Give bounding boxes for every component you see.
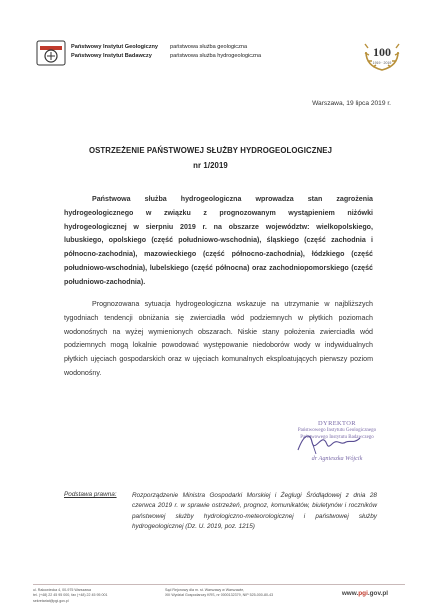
title-line: OSTRZEŻENIE PAŃSTWOWEJ SŁUŻBY HYDROGEOLOGICZNEJ [88, 146, 333, 155]
footer-address: ul. Rakowiecka 4, 00-975 Warszawa tel. (+48) 22 45 95 000, fax (+48) 22 45 95 001 sekretariat@pgi.gov.pl [33, 588, 108, 603]
anniversary-years: 1919 · 2019 [372, 61, 392, 65]
pig-logo-icon [36, 40, 66, 66]
forecast-paragraph: Prognozowana sytuacja hydrogeologiczna wskazuje na utrzymanie w najbliższych tygodniach tendencji obniżania się zwierciadła wód podziemnych w płytkich poziomach wodonośnych na wyżej wymienionych obszarach. Niskie stany położenia zwierciadła wód podziemnych mogą lokalnie powodować występowanie niedoborów wody w indywidualnych płytkich ujęciach gospodarskich oraz w ujęciach komunalnych eksploatujących pierwszy poziom wodonośny. [64, 300, 373, 377]
warning-paragraph: Państwowa służba hydrogeologiczna wprowadza stan zagrożenia hydrogeologicznego w związku z prognozowanym wystąpieniem niżówki hydrogeologicznej w sierpniu 2019 r. na obszarze województw: wielkopolskiego, lubuskiego, opolskiego (część południowo-wschodnia), śląskiego (część zachodnia i północno-zachodnia), mazowieckiego (część północno-zachodnia), łódzkiego (część południowo-wschodnia), lubelskiego (część północna) oraz zachodniopomorskiego (część południowo-zachodnia). [64, 195, 373, 286]
warning-number: nr 1/2019 [193, 161, 228, 170]
institute-service: państwowa służba geologiczna państwowa służba hydrogeologiczna [170, 44, 262, 59]
legal-basis-text: Rozporządzenie Ministra Gospodarki Morskiej i Żeglugi Śródlądowej z dnia 28 czerwca 2019 r. w sprawie ostrzeżeń, prognoz, komunikatów, biuletynów i roczników państwowej służby hydrologiczno-meteorologicznej i państwowej służby hydrogeologicznej (Dz. U. 2019, poz. 1215) [132, 492, 377, 531]
stamp-org-line: Państwowego Instytutu Geologicznego [297, 428, 377, 433]
document-date: Warszawa, 19 lipca 2019 r. [312, 100, 391, 107]
footer-divider [33, 584, 405, 585]
stamp-name: dr Agnieszka Wójcik [311, 455, 363, 462]
website-link[interactable]: www.pgi.gov.pl [341, 590, 388, 597]
legal-basis-label: Podstawa prawna: [64, 491, 117, 498]
stamp-title: DYREKTOR [318, 420, 356, 427]
document-title [0, 143, 421, 173]
institute-name: Państwowy Instytut Geologiczny Państwowy Instytut Badawczy [71, 44, 159, 59]
anniversary-number: 100 [373, 45, 391, 59]
footer-court-info: Sąd Rejonowy dla m. st. Warszawy w Warszawie, XIII Wydział Gospodarczy KRS, nr 0000132379, NIP 525-000-80-43 [165, 588, 274, 598]
signature-icon [290, 428, 370, 458]
anniversary-100-logo-icon [360, 30, 404, 74]
stamp-org-line: Państwowego Instytutu Badawczego [300, 435, 374, 440]
